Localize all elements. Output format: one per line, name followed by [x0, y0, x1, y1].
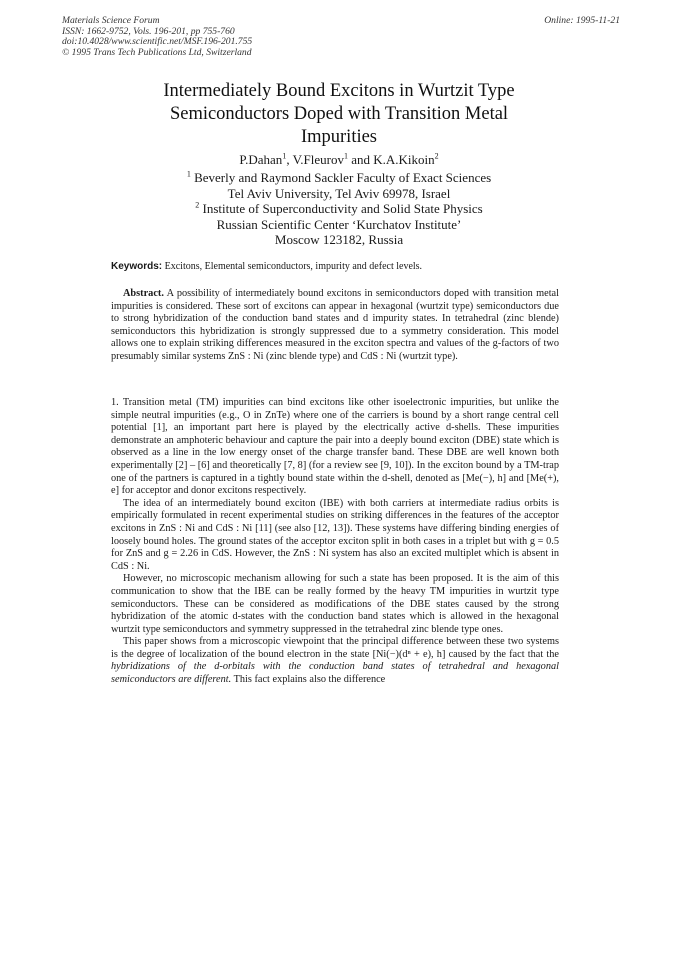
paragraph: This paper shows from a microscopic viewpoint that the principal difference between these two systems is the degree of localization of the bound electron in the state [Ni(−)(dⁿ + e), h] caused by the fact that the hybridizations of the d-orbitals with the conduction band states of tetrahedral and hexagonal semiconductors are different. This fact explains also the difference: [111, 636, 559, 686]
title-line: Semiconductors Doped with Transition Metal: [169, 104, 509, 124]
keywords-text: Excitons, Elemental semiconductors, impurity and defect levels.: [164, 261, 423, 272]
title-line: Impurities: [300, 127, 378, 147]
affiliation-line: $^2$ Institute of Superconductivity and Solid State Physics: [195, 200, 483, 217]
journal-issn: ISSN: 1662-9752, Vols. 196-201, pp 755-760: [62, 25, 235, 37]
authors: P.Dahan$^1$, V.Fleurov$^1$ and K.A.Kikoin$^2$: [239, 151, 439, 167]
author: K.A.Kikoin: [373, 152, 435, 167]
affiliation-line: Russian Scientific Center ‘Kurchatov Institute’: [216, 216, 462, 232]
paragraph: However, no microscopic mechanism allowing for such a state has been proposed. It is the aim of this communication to show that the IBE can be really formed by the heavy TM impurities in wurtzit type semiconductors. These can be considered as modifications of the DBE states caused by the strong hybridization of the atomic d-states with the conduction band states which is allowed in the hexagonal wurtzit type semiconductors and symmetry suppressed in the tetrahedral zinc blende type ones.: [111, 573, 559, 635]
abstract-label: Abstract.: [123, 288, 164, 299]
journal-copyright: © 1995 Trans Tech Publications Ltd, Switzerland: [62, 47, 252, 59]
paragraph: 1. Transition metal (TM) impurities can bind excitons like other isoelectronic impurities, but unlike the simple neutral impurities (e.g., O in ZnTe) where one of the carriers is bound by a short range central cell potential [1], an important part here is played by the electrically active d-shells. These impurities demonstrate an amphoteric behaviour and capture the pair into a deeply bound exciton (DBE) state which is observed as a line in the low energy onset of the charge transfer band. These DBE are well known both experimentally [2] – [6] and theoretically [7, 8] (for a review see [9, 10]). In the exciton bound by a TM-trap one of the partners is captured in a tightly bound state within the d-shell, denoted as [Me(−), h] and [Me(+), e] for acceptor and donor excitons respectively.: [111, 397, 559, 497]
affiliation-line: Moscow 123182, Russia: [274, 232, 404, 248]
author: P.Dahan: [239, 152, 283, 167]
journal-citation: [62, 16, 252, 59]
online-date: Online: 1995-11-21: [544, 15, 620, 26]
paper-title: [110, 80, 568, 149]
journal-doi[interactable]: doi:10.4028/www.scientific.net/MSF.196-201.755: [62, 36, 253, 48]
abstract: [111, 288, 559, 364]
title-line: Intermediately Bound Excitons in Wurtzit Type: [163, 81, 515, 101]
author: V.Fleurov: [292, 152, 344, 167]
affiliation-line: $^1$ Beverly and Raymond Sackler Faculty of Exact Sciences: [186, 169, 492, 185]
section-number: 1.: [111, 397, 119, 408]
affiliations: [110, 170, 568, 248]
keywords-label: Keywords:: [111, 261, 163, 272]
affiliation-line: Tel Aviv University, Tel Aviv 69978, Israel: [227, 185, 451, 201]
section-1: [111, 397, 559, 687]
keywords: [111, 261, 422, 272]
paragraph: The idea of an intermediately bound exciton (IBE) with both carriers at intermediate radius orbits is empirically formulated in recent experimental studies on striking differences in the features of the acceptor excitons in ZnS : Ni and CdS : Ni [11] (see also [12, 13]). These systems have differing binding energies of loosely bound holes. The ground states of the acceptor exciton split in both cases in a triplet but with g = 0.5 for ZnS and g = 2.26 in CdS. However, the ZnS : Ni system has also an excited multiplet which is absent in CdS : Ni.: [111, 497, 559, 572]
journal-name: Materials Science Forum: [62, 15, 160, 26]
abstract-text: A possibility of intermediately bound excitons in semiconductors doped with transition metal impurities is considered. These sort of excitons can appear in hexagonal (wurtzit type) semiconductors due to strong hybridization of the conduction band states and d impurity states. In tetrahedral (zinc blende) semiconductors this hybridization is strongly suppressed due to a symmetry consideration. This model allows one to explain striking differences measured in the exciton spectra and values of the g-factors of two presumably similar systems ZnS : Ni (zinc blende type) and CdS : Ni (wurtzit type).: [111, 288, 559, 362]
